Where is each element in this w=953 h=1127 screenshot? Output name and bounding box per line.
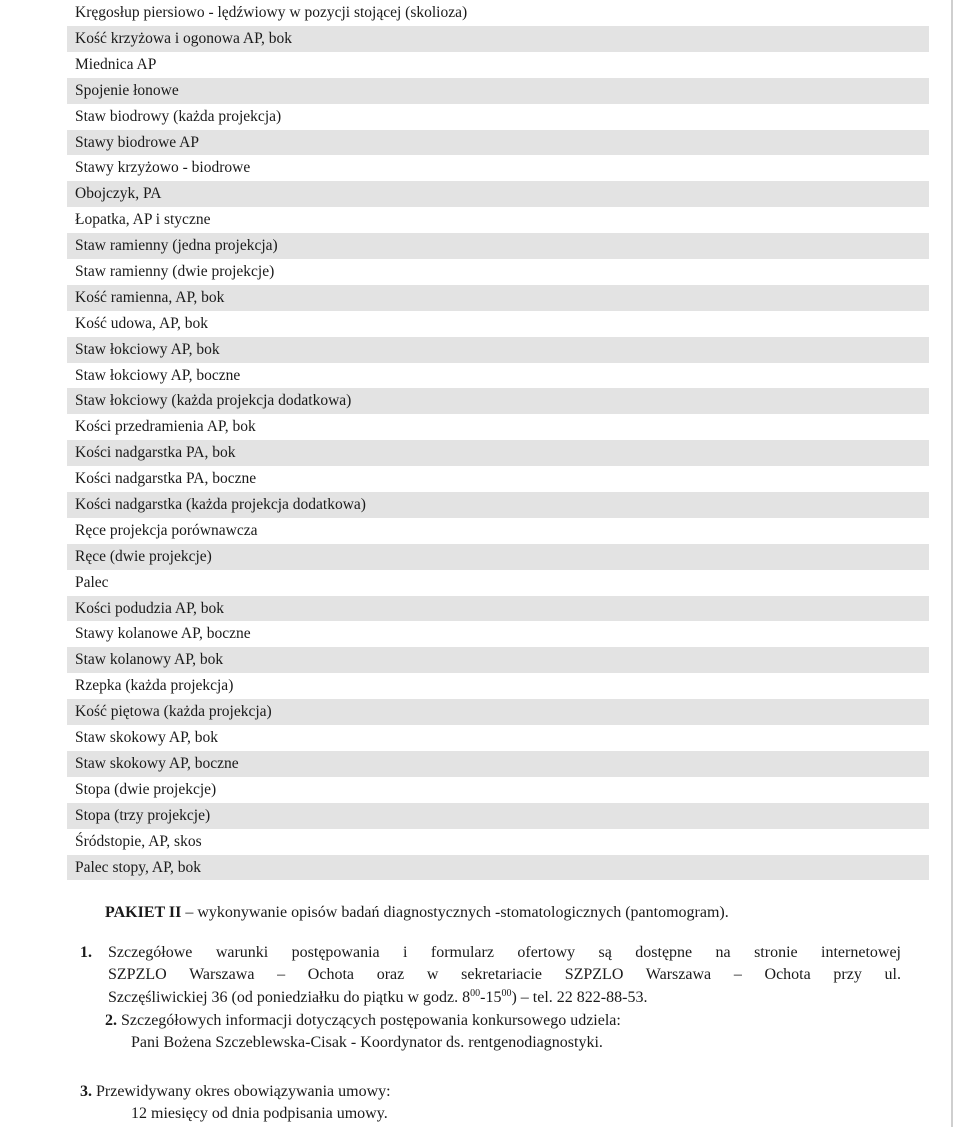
table-row: Kości przedramienia AP, bok	[75, 418, 256, 436]
table-row: Staw kolanowy AP, bok	[67, 647, 929, 673]
table-row: Kość krzyżowa i ogonowa AP, bok	[67, 26, 929, 52]
table-row: Staw łokciowy (każda projekcja dodatkowa)	[67, 388, 929, 414]
table-row: Ręce (dwie projekcje)	[67, 544, 929, 570]
table-row: Staw łokciowy AP, bok	[67, 337, 929, 363]
point-1-line-1: Szczegółowe warunki postępowania i formularz ofertowy są dostępne na stronie internetowej	[108, 944, 901, 961]
point-3-number: 3.	[80, 1083, 92, 1100]
table-row: Staw biodrowy (każda projekcja)	[75, 107, 282, 125]
point-2-line-2: Pani Bożena Szczeblewska-Cisak - Koordynator ds. rentgenodiagnostyki.	[131, 1034, 603, 1051]
table-row: Łopatka, AP i styczne	[75, 211, 211, 229]
table-row: Palec	[75, 573, 109, 591]
point-3	[80, 1083, 391, 1101]
table-row: Kości nadgarstka PA, bok	[67, 440, 929, 466]
table-row: Rzepka (każda projekcja)	[75, 677, 234, 695]
table-row: Kości podudzia AP, bok	[67, 596, 929, 622]
table-row: Obojczyk, PA	[67, 181, 929, 207]
table-row: Staw skokowy AP, boczne	[67, 751, 929, 777]
table-row: Kość udowa, AP, bok	[75, 314, 209, 332]
table-row: Staw ramienny (dwie projekcje)	[75, 263, 275, 281]
table-row: Kość piętowa (każda projekcja)	[67, 699, 929, 725]
table-row: Miednica AP	[75, 55, 157, 73]
table-row: Palec stopy, AP, bok	[67, 855, 929, 881]
point-3-line-1: Przewidywany okres obowiązywania umowy:	[96, 1083, 391, 1100]
point-2	[105, 1012, 621, 1030]
table-row: Stawy biodrowe AP	[67, 130, 929, 156]
point-1-number: 1.	[80, 944, 92, 961]
table-row: Śródstopie, AP, skos	[75, 832, 202, 850]
table-row: Kość ramienna, AP, bok	[67, 285, 929, 311]
table-row: Spojenie łonowe	[67, 78, 929, 104]
point-2-number: 2.	[105, 1012, 117, 1029]
point-2-line-1: Szczegółowych informacji dotyczących postępowania konkursowego udziela:	[121, 1012, 621, 1029]
table-row: Staw łokciowy AP, boczne	[75, 366, 241, 384]
pakiet-text: – wykonywanie opisów badań diagnostycznych -stomatologicznych (pantomogram).	[181, 904, 729, 921]
table-row: Stawy kolanowe AP, boczne	[75, 625, 251, 643]
point-1	[108, 944, 901, 962]
point-3-line-2: 12 miesięcy od dnia podpisania umowy.	[131, 1105, 388, 1122]
table-row: Kości nadgarstka (każda projekcja dodatkowa)	[67, 492, 929, 518]
point-1-line-2-wrap	[108, 966, 901, 984]
table-row: Stawy krzyżowo - biodrowe	[75, 159, 251, 177]
table-row: Ręce projekcja porównawcza	[75, 521, 258, 539]
table-row: Kręgosłup piersiowo - lędźwiowy w pozycji stojącej (skolioza)	[75, 4, 468, 21]
table-row: Staw ramienny (jedna projekcja)	[67, 233, 929, 259]
table-row: Staw skokowy AP, bok	[75, 729, 218, 747]
table-row: Stopa (dwie projekcje)	[75, 780, 217, 798]
point-1-line-3: Szczęśliwickiej 36 (od poniedziałku do piątku w godz. $8^{00}-15^{00}$) – tel. 22 822-88-53.	[108, 988, 648, 1006]
point-1-line-2: SZPZLO Warszawa – Ochota oraz w sekretariacie SZPZLO Warszawa – Ochota przy ul.	[108, 966, 901, 983]
examination-table	[67, 0, 929, 880]
pakiet-label: PAKIET II	[105, 904, 182, 921]
table-row: Stopa (trzy projekcje)	[67, 803, 929, 829]
table-row: Kości nadgarstka PA, boczne	[75, 470, 257, 488]
pakiet-heading	[105, 904, 729, 922]
